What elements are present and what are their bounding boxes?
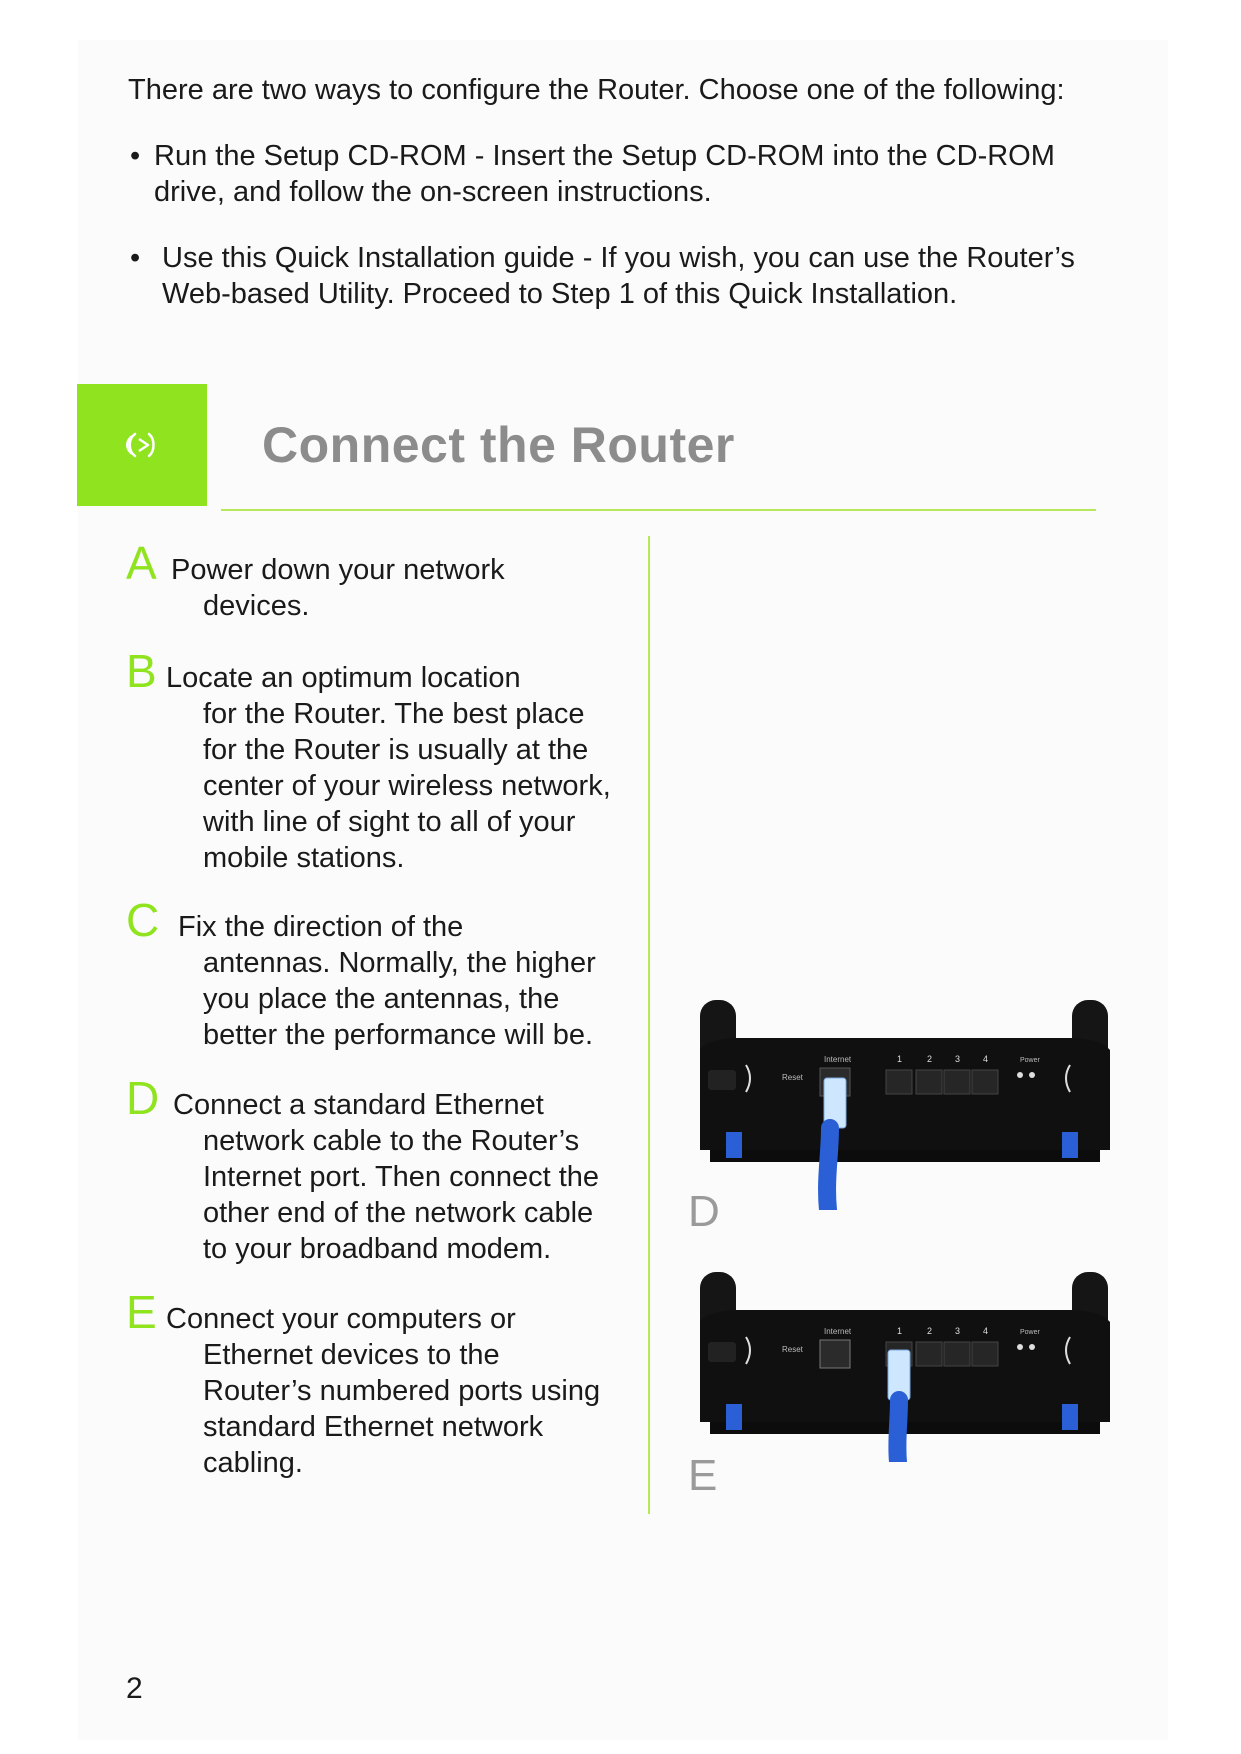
step-text: antennas. Normally, the higher you place the antennas, the better the performance will be. — [203, 947, 596, 1051]
intro — [128, 72, 1178, 342]
step-first-line: Connect your computers or — [166, 1303, 516, 1335]
step-first-line: Power down your network — [171, 554, 505, 586]
bullet-dot: • — [130, 140, 141, 172]
step-letter: D — [126, 1072, 160, 1124]
step-letter: A — [126, 537, 157, 589]
port-label-2: 2 — [927, 1054, 933, 1064]
port-label-internet: Internet — [824, 1327, 852, 1336]
section-title: Connect the Router — [262, 417, 735, 473]
port-label-4: 4 — [983, 1054, 989, 1064]
bullet-dot: • — [130, 242, 141, 274]
step-letter: C — [126, 894, 160, 946]
step-first-line: Connect a standard Ethernet — [173, 1089, 544, 1121]
port-label-1: 1 — [897, 1054, 903, 1064]
router-illustration — [690, 1272, 1120, 1462]
section-icon-box — [77, 384, 207, 506]
port-label-power: Power — [1020, 1057, 1040, 1064]
port-label-power: Power — [1020, 1329, 1040, 1336]
step-first-line: Locate an optimum location — [166, 662, 521, 694]
port-label-1: 1 — [897, 1326, 903, 1336]
step-text: network cable to the Router’s Internet port. Then connect the other end of the network cable to your broadband modem. — [203, 1125, 600, 1265]
connect-arrow-icon — [122, 425, 162, 465]
port-label-2: 2 — [927, 1326, 933, 1336]
port-label-reset: Reset — [782, 1073, 803, 1082]
bullet-text: Use this Quick Installation guide - If you wish, you can use the Router’s Web-based Utility. Proceed to Step 1 of this Quick Installation. — [162, 242, 1075, 310]
step-text: devices. — [203, 590, 310, 622]
bullet-text: Run the Setup CD-ROM - Insert the Setup CD-ROM into the CD-ROM drive, and follow the on-screen instructions. — [154, 140, 1055, 208]
step-text: Ethernet devices to the Router’s numbered ports using standard Ethernet network cabling. — [203, 1339, 601, 1479]
router-photo-lan — [690, 1272, 1120, 1462]
step-letter: E — [126, 1286, 157, 1338]
page-number: 2 — [126, 1672, 143, 1705]
intro-lead: There are two ways to configure the Router. Choose one of the following: — [128, 74, 1065, 106]
port-label-reset: Reset — [782, 1345, 803, 1354]
port-label-4: 4 — [983, 1326, 989, 1336]
photo-label: E — [688, 1451, 718, 1500]
photo-label: D — [688, 1187, 720, 1236]
router-photo-internet — [690, 1000, 1120, 1210]
port-label-3: 3 — [955, 1054, 961, 1064]
step-first-line: Fix the direction of the — [178, 911, 464, 943]
port-label-internet: Internet — [824, 1055, 852, 1064]
intro-bullet — [130, 240, 1102, 312]
step-text: for the Router. The best place for the Router is usually at the center of your wireless network, with line of sight to all of your mobile stations. — [203, 698, 611, 874]
column-divider — [648, 536, 650, 1514]
intro-bullet — [128, 138, 1094, 210]
port-label-3: 3 — [955, 1326, 961, 1336]
step-letter: B — [126, 645, 157, 697]
router-illustration — [690, 1000, 1120, 1210]
title-divider — [221, 509, 1096, 511]
